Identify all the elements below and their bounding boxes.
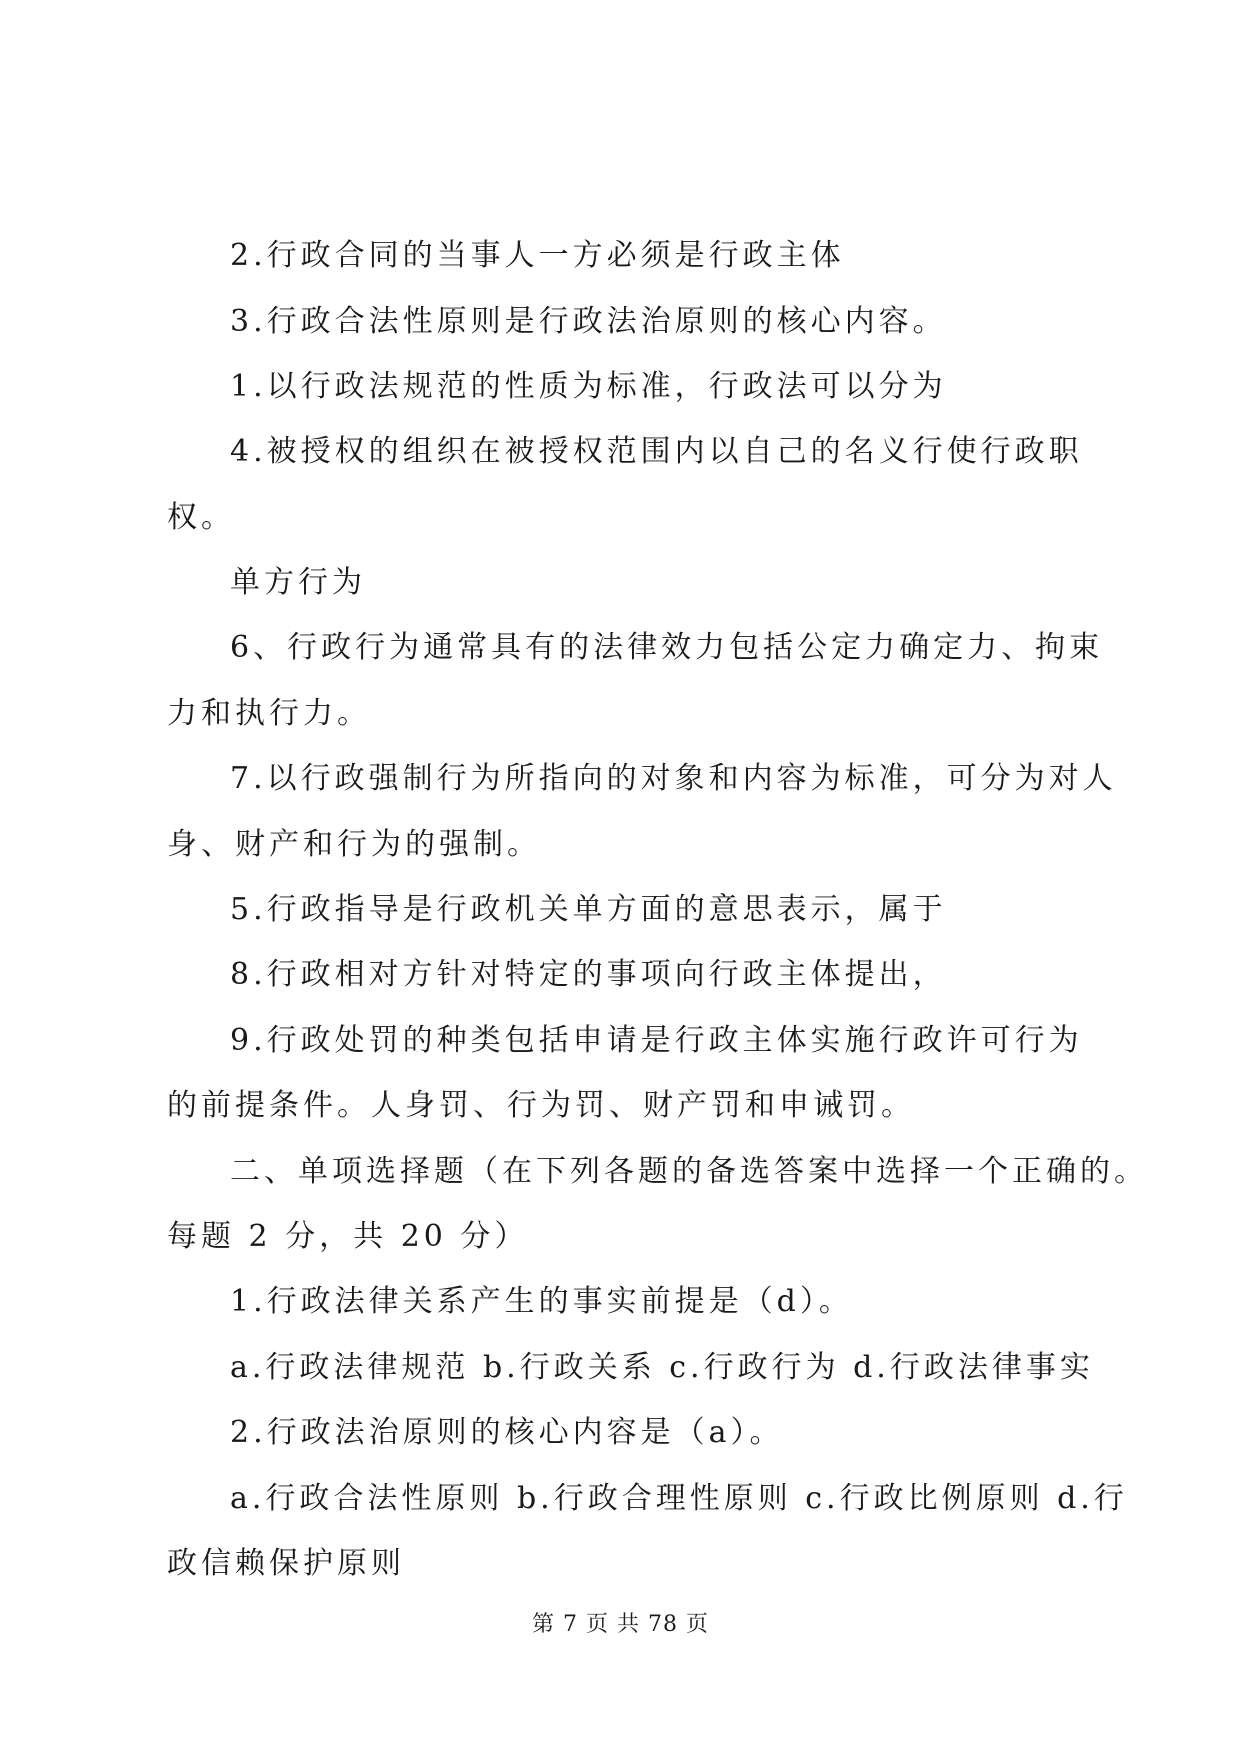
text-line: 1.行政法律关系产生的事实前提是（d）。 <box>230 1284 853 1319</box>
text-line: 6、行政行为通常具有的法律效力包括公定力确定力、拘束 <box>230 630 1104 665</box>
text-line: a.行政法律规范 b.行政关系 c.行政行为 d.行政法律事实 <box>230 1350 1094 1385</box>
text-line: 政信赖保护原则 <box>167 1546 405 1581</box>
text-line: a.行政合法性原则 b.行政合理性原则 c.行政比例原则 d.行 <box>230 1481 1128 1516</box>
text-line: 的前提条件。人身罚、行为罚、财产罚和申诫罚。 <box>167 1088 915 1123</box>
text-line: 权。 <box>167 500 235 535</box>
text-line: 二、单项选择题（在下列各题的备选答案中选择一个正确的。 <box>230 1154 1148 1189</box>
text-line: 9.行政处罚的种类包括申请是行政主体实施行政许可行为 <box>230 1023 1083 1058</box>
text-line: 2.行政合同的当事人一方必须是行政主体 <box>230 238 845 273</box>
text-line: 4.被授权的组织在被授权范围内以自己的名义行使行政职 <box>230 434 1083 469</box>
text-line: 8.行政相对方针对特定的事项向行政主体提出， <box>230 957 947 992</box>
text-line: 身、财产和行为的强制。 <box>167 827 541 862</box>
text-line: 7.以行政强制行为所指向的对象和内容为标准，可分为对人 <box>230 761 1117 796</box>
text-line: 1.以行政法规范的性质为标准，行政法可以分为 <box>230 369 947 404</box>
text-line: 2.行政法治原则的核心内容是（a）。 <box>230 1415 784 1450</box>
page-number-footer: 第 7 页 共 78 页 <box>532 1612 709 1637</box>
text-line: 3.行政合法性原则是行政法治原则的核心内容。 <box>230 304 947 339</box>
text-line: 每题 2 分，共 20 分） <box>167 1219 529 1254</box>
text-line: 力和执行力。 <box>167 696 371 731</box>
text-line: 单方行为 <box>230 565 366 600</box>
text-line: 5.行政指导是行政机关单方面的意思表示，属于 <box>230 892 947 927</box>
